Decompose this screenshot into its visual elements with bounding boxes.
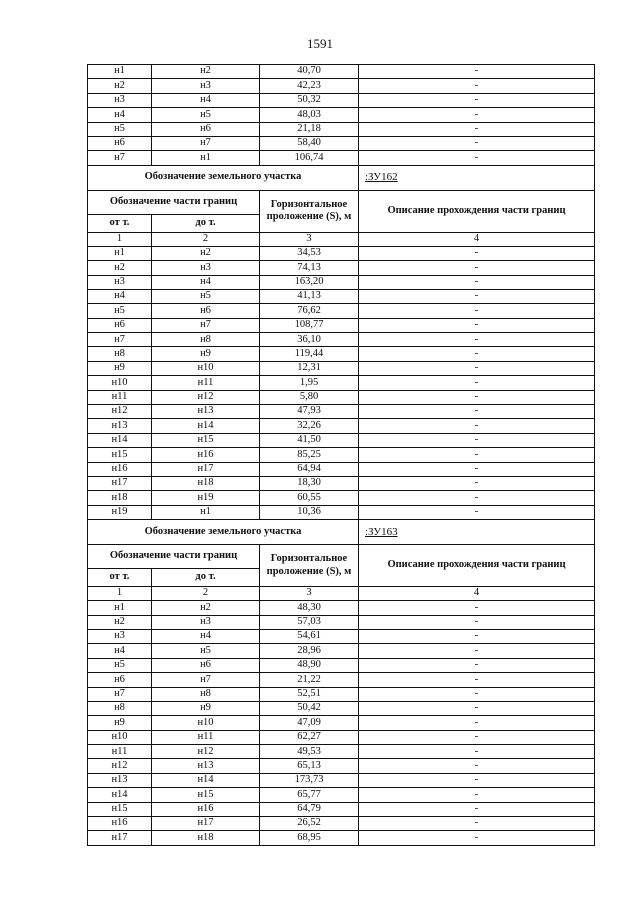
description-cell: - [359, 448, 595, 462]
table-row [88, 122, 595, 136]
to-point-cell: н4 [152, 629, 260, 643]
description-cell: - [359, 361, 595, 375]
column-number: 3 [260, 587, 359, 601]
table-row [88, 261, 595, 275]
from-point-cell: н10 [88, 376, 152, 390]
table-row [88, 289, 595, 303]
description-cell: - [359, 93, 595, 107]
to-point-cell: н6 [152, 658, 260, 672]
from-point-cell: н16 [88, 817, 152, 831]
distance-cell: 76,62 [260, 304, 359, 318]
column-number: 1 [88, 232, 152, 246]
description-cell: - [359, 615, 595, 629]
from-point-cell: н2 [88, 261, 152, 275]
to-point-cell: н11 [152, 376, 260, 390]
description-cell: - [359, 788, 595, 802]
description-cell: - [359, 304, 595, 318]
from-point-cell: н9 [88, 361, 152, 375]
part-designation-header: Обозначение части границ [88, 545, 260, 569]
distance-cell: 65,13 [260, 759, 359, 773]
table-row [88, 318, 595, 332]
to-point-cell: н5 [152, 644, 260, 658]
to-point-cell: н7 [152, 673, 260, 687]
from-header: от т. [88, 569, 152, 587]
distance-cell: 108,77 [260, 318, 359, 332]
table-row [88, 347, 595, 361]
part-designation-header: Обозначение части границ [88, 190, 260, 214]
column-number-row [88, 587, 595, 601]
table-row [88, 788, 595, 802]
description-cell: - [359, 433, 595, 447]
from-point-cell: н4 [88, 289, 152, 303]
to-point-cell: н3 [152, 261, 260, 275]
description-cell: - [359, 505, 595, 519]
distance-cell: 21,22 [260, 673, 359, 687]
from-point-cell: н14 [88, 788, 152, 802]
from-point-cell: н9 [88, 716, 152, 730]
to-point-cell: н12 [152, 745, 260, 759]
from-point-cell: н2 [88, 615, 152, 629]
cadastral-number: :ЗУ163 [359, 520, 595, 545]
table-row [88, 491, 595, 505]
from-point-cell: н17 [88, 476, 152, 490]
table-row [88, 405, 595, 419]
from-point-cell: н12 [88, 405, 152, 419]
to-point-cell: н18 [152, 831, 260, 845]
to-point-cell: н15 [152, 788, 260, 802]
to-point-cell: н7 [152, 136, 260, 150]
to-point-cell: н7 [152, 318, 260, 332]
from-point-cell: н5 [88, 122, 152, 136]
distance-cell: 119,44 [260, 347, 359, 361]
table-row [88, 304, 595, 318]
to-point-cell: н6 [152, 122, 260, 136]
distance-cell: 58,40 [260, 136, 359, 150]
distance-cell: 54,61 [260, 629, 359, 643]
description-cell: - [359, 289, 595, 303]
table-row [88, 79, 595, 93]
from-point-cell: н1 [88, 601, 152, 615]
column-number: 1 [88, 587, 152, 601]
distance-cell: 62,27 [260, 730, 359, 744]
from-point-cell: н6 [88, 318, 152, 332]
to-point-cell: н17 [152, 462, 260, 476]
from-point-cell: н11 [88, 745, 152, 759]
column-number: 4 [359, 587, 595, 601]
table-row [88, 419, 595, 433]
table-row [88, 476, 595, 490]
to-point-cell: н15 [152, 433, 260, 447]
distance-cell: 60,55 [260, 491, 359, 505]
distance-cell: 36,10 [260, 333, 359, 347]
from-point-cell: н16 [88, 462, 152, 476]
table-row [88, 730, 595, 744]
description-cell: - [359, 745, 595, 759]
description-cell: - [359, 261, 595, 275]
from-point-cell: н15 [88, 802, 152, 816]
distance-cell: 26,52 [260, 817, 359, 831]
to-point-cell: н12 [152, 390, 260, 404]
from-point-cell: н19 [88, 505, 152, 519]
table-row [88, 831, 595, 845]
from-point-cell: н6 [88, 136, 152, 150]
description-cell: - [359, 673, 595, 687]
to-point-cell: н8 [152, 333, 260, 347]
description-cell: - [359, 817, 595, 831]
distance-cell: 48,03 [260, 108, 359, 122]
distance-cell: 57,03 [260, 615, 359, 629]
description-cell: - [359, 601, 595, 615]
description-cell: - [359, 629, 595, 643]
to-point-cell: н18 [152, 476, 260, 490]
table-row [88, 701, 595, 715]
table-row [88, 448, 595, 462]
table-row [88, 361, 595, 375]
from-point-cell: н13 [88, 419, 152, 433]
description-cell: - [359, 65, 595, 79]
description-cell: - [359, 701, 595, 715]
table-row [88, 716, 595, 730]
from-point-cell: н10 [88, 730, 152, 744]
parcel-designation-label: Обозначение земельного участка [88, 520, 359, 545]
to-point-cell: н9 [152, 701, 260, 715]
description-cell: - [359, 491, 595, 505]
from-point-cell: н1 [88, 246, 152, 260]
from-point-cell: н5 [88, 658, 152, 672]
from-point-cell: н18 [88, 491, 152, 505]
to-point-cell: н8 [152, 687, 260, 701]
to-header: до т. [152, 569, 260, 587]
description-cell: - [359, 462, 595, 476]
from-point-cell: н3 [88, 275, 152, 289]
from-point-cell: н4 [88, 108, 152, 122]
to-point-cell: н6 [152, 304, 260, 318]
from-point-cell: н8 [88, 701, 152, 715]
to-point-cell: н14 [152, 419, 260, 433]
to-point-cell: н11 [152, 730, 260, 744]
description-cell: - [359, 333, 595, 347]
description-cell: - [359, 275, 595, 289]
distance-cell: 50,32 [260, 93, 359, 107]
from-point-cell: н14 [88, 433, 152, 447]
from-point-cell: н2 [88, 79, 152, 93]
to-point-cell: н5 [152, 289, 260, 303]
distance-cell: 85,25 [260, 448, 359, 462]
description-cell: - [359, 759, 595, 773]
to-header: до т. [152, 214, 260, 232]
distance-cell: 34,53 [260, 246, 359, 260]
table-row [88, 433, 595, 447]
section-title-row [88, 520, 595, 545]
table-row [88, 136, 595, 150]
to-point-cell: н1 [152, 505, 260, 519]
description-cell: - [359, 318, 595, 332]
distance-cell: 10,36 [260, 505, 359, 519]
table-row [88, 333, 595, 347]
distance-cell: 48,90 [260, 658, 359, 672]
from-point-cell: н3 [88, 629, 152, 643]
table-row [88, 644, 595, 658]
to-point-cell: н3 [152, 615, 260, 629]
from-point-cell: н8 [88, 347, 152, 361]
from-point-cell: н15 [88, 448, 152, 462]
distance-cell: 32,26 [260, 419, 359, 433]
description-cell: - [359, 802, 595, 816]
table-row [88, 462, 595, 476]
table-row [88, 151, 595, 165]
table-row [88, 601, 595, 615]
description-cell: - [359, 831, 595, 845]
to-point-cell: н16 [152, 448, 260, 462]
table-row [88, 93, 595, 107]
distance-cell: 12,31 [260, 361, 359, 375]
description-cell: - [359, 347, 595, 361]
distance-cell: 1,95 [260, 376, 359, 390]
table-row [88, 376, 595, 390]
table-row [88, 108, 595, 122]
description-cell: - [359, 79, 595, 93]
to-point-cell: н10 [152, 361, 260, 375]
description-cell: - [359, 419, 595, 433]
table-row [88, 505, 595, 519]
from-point-cell: н7 [88, 687, 152, 701]
distance-cell: 64,94 [260, 462, 359, 476]
page-number: 1591 [307, 36, 333, 51]
description-cell: - [359, 658, 595, 672]
distance-cell: 5,80 [260, 390, 359, 404]
to-point-cell: н5 [152, 108, 260, 122]
to-point-cell: н14 [152, 773, 260, 787]
description-header: Описание прохождения части границ [359, 190, 595, 232]
distance-cell: 74,13 [260, 261, 359, 275]
to-point-cell: н16 [152, 802, 260, 816]
description-cell: - [359, 730, 595, 744]
distance-cell: 52,51 [260, 687, 359, 701]
boundary-table [87, 64, 595, 846]
from-header: от т. [88, 214, 152, 232]
table-row [88, 745, 595, 759]
distance-cell: 64,79 [260, 802, 359, 816]
description-cell: - [359, 122, 595, 136]
description-cell: - [359, 687, 595, 701]
distance-cell: 163,20 [260, 275, 359, 289]
description-cell: - [359, 476, 595, 490]
from-point-cell: н4 [88, 644, 152, 658]
description-cell: - [359, 390, 595, 404]
header-row [88, 545, 595, 569]
to-point-cell: н2 [152, 246, 260, 260]
to-point-cell: н2 [152, 601, 260, 615]
column-number: 2 [152, 587, 260, 601]
table-row [88, 629, 595, 643]
to-point-cell: н4 [152, 275, 260, 289]
cadastral-number: :ЗУ162 [359, 165, 595, 190]
table-row [88, 275, 595, 289]
to-point-cell: н1 [152, 151, 260, 165]
column-number: 3 [260, 232, 359, 246]
distance-cell: 18,30 [260, 476, 359, 490]
description-cell: - [359, 716, 595, 730]
to-point-cell: н19 [152, 491, 260, 505]
table-row [88, 802, 595, 816]
horizontal-distance-header: Горизонтальное проложение (S), м [260, 190, 359, 232]
table-row [88, 658, 595, 672]
table-row [88, 390, 595, 404]
description-header: Описание прохождения части границ [359, 545, 595, 587]
to-point-cell: н13 [152, 759, 260, 773]
distance-cell: 48,30 [260, 601, 359, 615]
distance-cell: 47,93 [260, 405, 359, 419]
distance-cell: 49,53 [260, 745, 359, 759]
distance-cell: 50,42 [260, 701, 359, 715]
table-row [88, 615, 595, 629]
parcel-designation-label: Обозначение земельного участка [88, 165, 359, 190]
from-point-cell: н17 [88, 831, 152, 845]
description-cell: - [359, 773, 595, 787]
to-point-cell: н9 [152, 347, 260, 361]
to-point-cell: н13 [152, 405, 260, 419]
table-row [88, 65, 595, 79]
from-point-cell: н3 [88, 93, 152, 107]
description-cell: - [359, 108, 595, 122]
table-row [88, 759, 595, 773]
distance-cell: 47,09 [260, 716, 359, 730]
from-point-cell: н7 [88, 151, 152, 165]
column-number: 2 [152, 232, 260, 246]
distance-cell: 106,74 [260, 151, 359, 165]
column-number-row [88, 232, 595, 246]
description-cell: - [359, 405, 595, 419]
description-cell: - [359, 136, 595, 150]
from-point-cell: н12 [88, 759, 152, 773]
from-point-cell: н13 [88, 773, 152, 787]
from-point-cell: н7 [88, 333, 152, 347]
to-point-cell: н10 [152, 716, 260, 730]
distance-cell: 21,18 [260, 122, 359, 136]
distance-cell: 68,95 [260, 831, 359, 845]
distance-cell: 40,70 [260, 65, 359, 79]
header-row [88, 190, 595, 214]
description-cell: - [359, 151, 595, 165]
distance-cell: 65,77 [260, 788, 359, 802]
description-cell: - [359, 376, 595, 390]
from-point-cell: н5 [88, 304, 152, 318]
distance-cell: 41,50 [260, 433, 359, 447]
from-point-cell: н6 [88, 673, 152, 687]
from-point-cell: н11 [88, 390, 152, 404]
distance-cell: 173,73 [260, 773, 359, 787]
table-row [88, 687, 595, 701]
section-title-row [88, 165, 595, 190]
distance-cell: 41,13 [260, 289, 359, 303]
to-point-cell: н3 [152, 79, 260, 93]
table-row [88, 773, 595, 787]
from-point-cell: н1 [88, 65, 152, 79]
distance-cell: 42,23 [260, 79, 359, 93]
horizontal-distance-header: Горизонтальное проложение (S), м [260, 545, 359, 587]
to-point-cell: н4 [152, 93, 260, 107]
table-row [88, 817, 595, 831]
column-number: 4 [359, 232, 595, 246]
to-point-cell: н2 [152, 65, 260, 79]
distance-cell: 28,96 [260, 644, 359, 658]
description-cell: - [359, 644, 595, 658]
to-point-cell: н17 [152, 817, 260, 831]
table-row [88, 673, 595, 687]
table-row [88, 246, 595, 260]
description-cell: - [359, 246, 595, 260]
